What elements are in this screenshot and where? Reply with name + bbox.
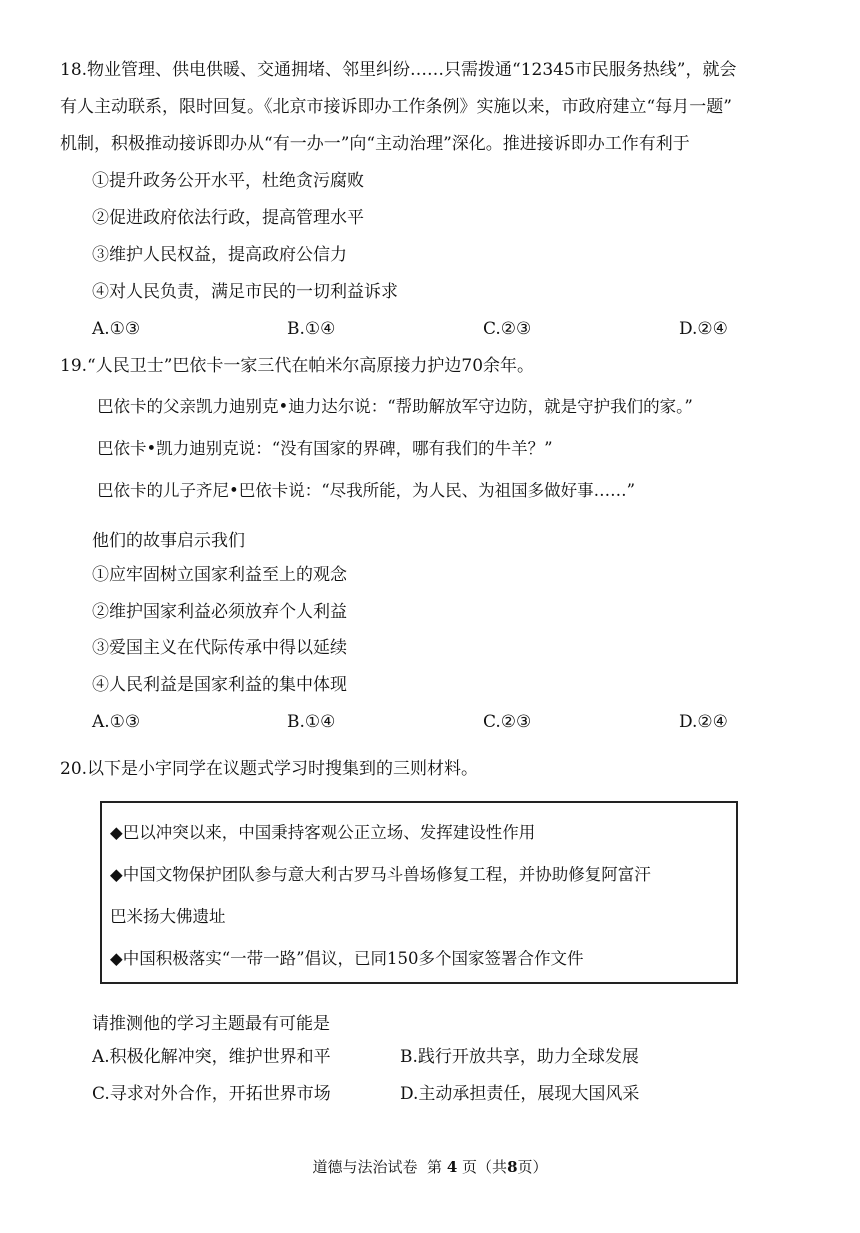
q18-stem-line-2: 有人主动联系，限时回复。《北京市接诉即办工作条例》实施以来，市政府建立“每月一题”: [60, 97, 732, 117]
q20-material-2: ◆中国文物保护团队参与意大利古罗马斗兽场修复工程，并协助修复阿富汗: [110, 865, 651, 884]
q19-choice-a[interactable]: A.①③: [92, 712, 141, 732]
q19-choice-b[interactable]: B.①④: [287, 712, 336, 732]
q19-choice-d[interactable]: D.②④: [679, 712, 728, 732]
q19-item-1: ①应牢固树立国家利益至上的观念: [92, 565, 347, 585]
q20-prompt: 请推测他的学习主题最有可能是: [92, 1014, 330, 1034]
q19-choice-c[interactable]: C.②③: [483, 712, 532, 732]
q18-choice-c[interactable]: C.②③: [483, 319, 532, 339]
page-footer: [0, 1157, 860, 1177]
q20-material-3: ◆中国积极落实“一带一路”倡议，已同150多个国家签署合作文件: [110, 949, 584, 968]
footer-page-number: 4: [446, 1158, 458, 1176]
q18-choice-a[interactable]: A.①③: [92, 319, 141, 339]
q20-stem: 20.以下是小宇同学在议题式学习时搜集到的三则材料。: [60, 759, 479, 779]
q18-stem-line-1: 18.物业管理、供电供暖、交通拥堵、邻里纠纷……只需拨通“12345市民服务热线”，就会: [60, 60, 737, 80]
footer-title: 道德与法治试卷: [312, 1158, 418, 1176]
q20-choice-c[interactable]: C.寻求对外合作，开拓世界市场: [92, 1084, 331, 1104]
q20-choice-d[interactable]: D.主动承担责任，展现大国风采: [400, 1084, 640, 1104]
q19-item-4: ④人民利益是国家利益的集中体现: [92, 675, 347, 695]
q20-material-2-cont: 巴米扬大佛遗址: [110, 907, 226, 926]
q20-choice-a[interactable]: A.积极化解冲突，维护世界和平: [92, 1047, 331, 1067]
q20-choice-b[interactable]: B.践行开放共享，助力全球发展: [400, 1047, 639, 1067]
footer-page-suffix: 页）: [517, 1158, 548, 1176]
q18-item-1: ①提升政务公开水平，杜绝贪污腐败: [92, 171, 364, 191]
q19-quote-1: 巴依卡的父亲凯力迪别克•迪力达尔说：“帮助解放军守边防，就是守护我们的家。”: [97, 397, 693, 416]
q19-prompt: 他们的故事启示我们: [92, 531, 245, 551]
q19-quote-2: 巴依卡•凯力迪别克说：“没有国家的界碑，哪有我们的牛羊？”: [97, 439, 553, 458]
q18-choice-d[interactable]: D.②④: [679, 319, 728, 339]
footer-page-mid: 页（共: [462, 1158, 508, 1176]
q19-stem: 19.“人民卫士”巴依卡一家三代在帕米尔高原接力护边70余年。: [60, 356, 535, 376]
q19-item-3: ③爱国主义在代际传承中得以延续: [92, 638, 347, 658]
q20-material-1: ◆巴以冲突以来，中国秉持客观公正立场、发挥建设性作用: [110, 823, 536, 842]
q19-item-2: ②维护国家利益必须放弃个人利益: [92, 602, 347, 622]
q19-quote-3: 巴依卡的儿子齐尼•巴依卡说：“尽我所能，为人民、为祖国多做好事……”: [97, 481, 636, 500]
q18-item-4: ④对人民负责，满足市民的一切利益诉求: [92, 282, 398, 302]
footer-page-prefix: 第: [427, 1158, 443, 1176]
q18-item-2: ②促进政府依法行政，提高管理水平: [92, 208, 364, 228]
q18-stem-line-3: 机制，积极推动接诉即办从“有一办一”向“主动治理”深化。推进接诉即办工作有利于: [60, 134, 690, 154]
footer-page-total: 8: [507, 1158, 518, 1176]
q18-item-3: ③维护人民权益，提高政府公信力: [92, 245, 347, 265]
q18-choice-b[interactable]: B.①④: [287, 319, 336, 339]
